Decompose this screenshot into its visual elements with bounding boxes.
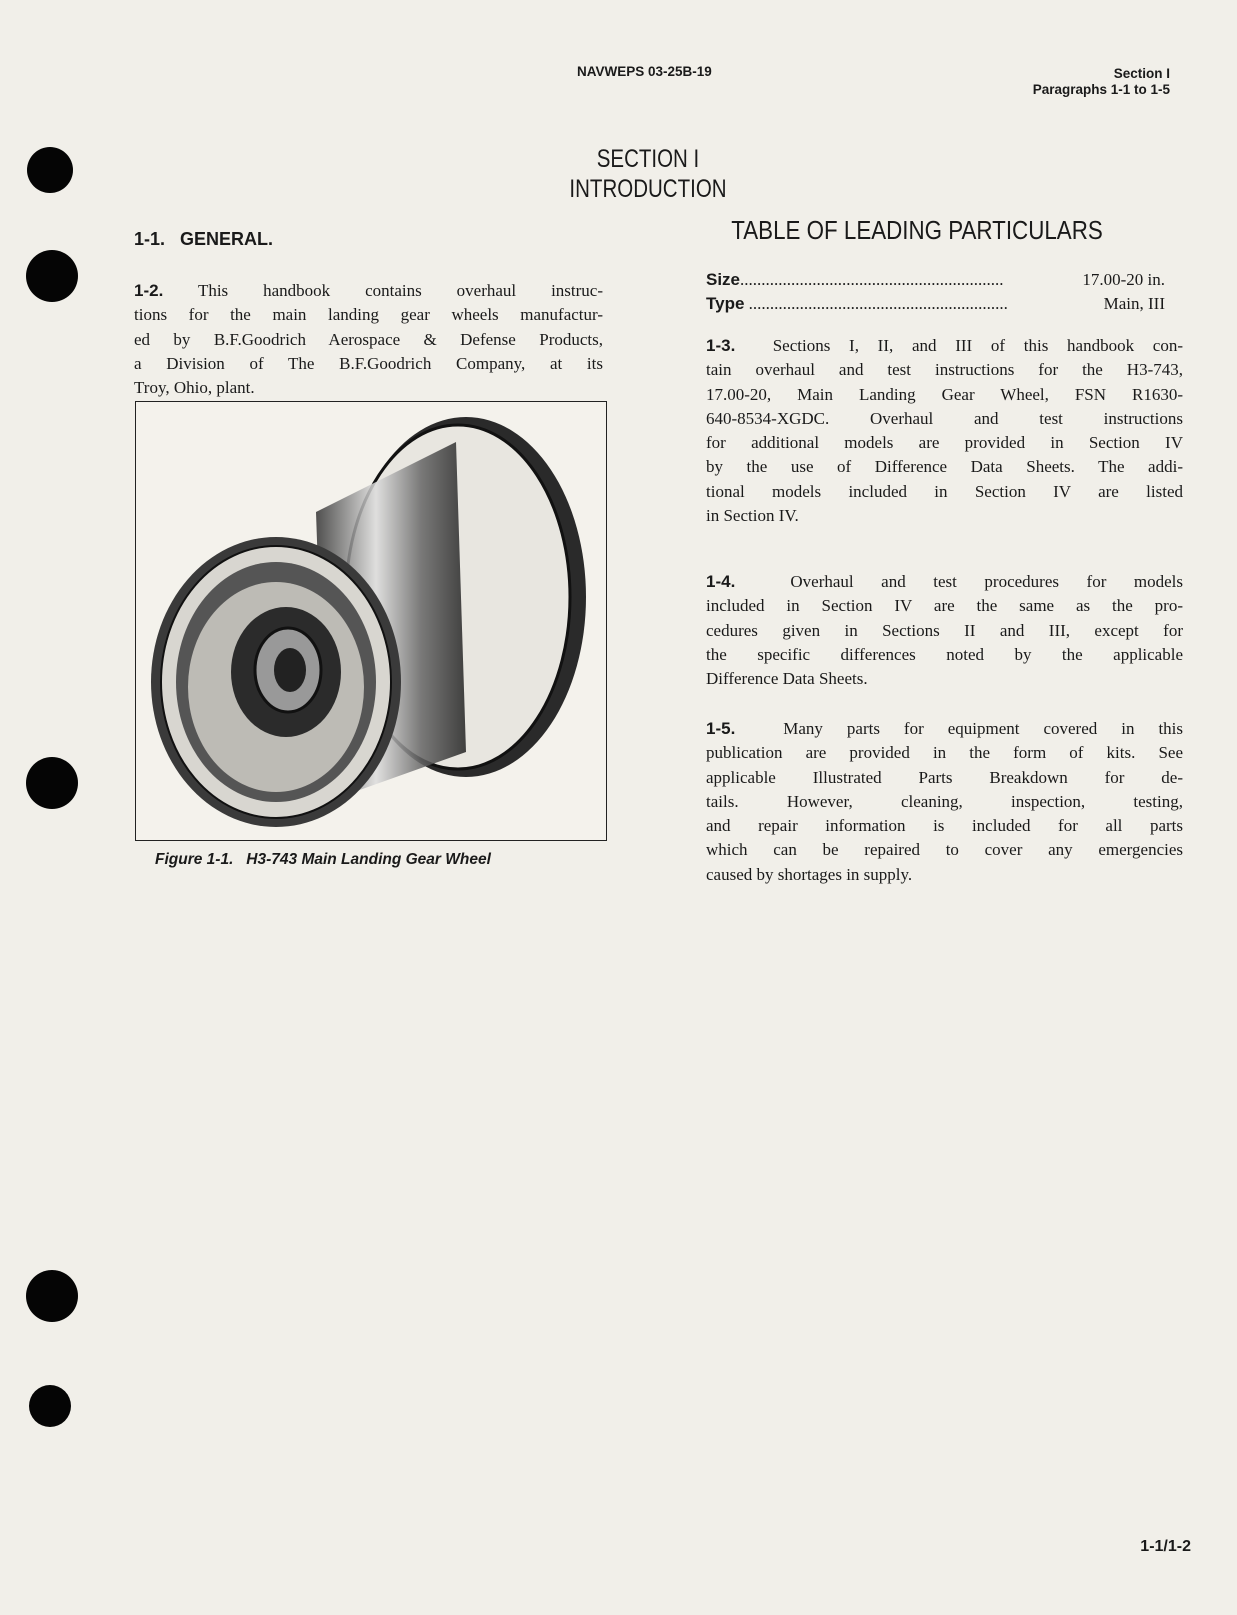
text-line: tions for the main landing gear wheels manufactur-: [134, 305, 603, 325]
section-number: SECTION I: [596, 145, 700, 173]
table-title: TABLE OF LEADING PARTICULARS: [731, 215, 1103, 245]
text-line: which can be repaired to cover any emergencies: [706, 840, 1183, 860]
binder-hole: [26, 1270, 78, 1322]
figure-caption: Figure 1-1. H3-743 Main Landing Gear Wheel: [155, 851, 491, 868]
general-heading: 1-1. GENERAL.: [134, 229, 274, 249]
text-line: Sections I, II, and III of this handbook con-: [772, 336, 1183, 355]
table-row-size: Size .............................................................. 17.00-20 in.: [706, 268, 1165, 292]
text-line: Troy, Ohio, plant.: [134, 378, 255, 398]
text-line: tional models included in Section IV are listed: [706, 481, 1183, 501]
row-value: 17.00-20 in.: [1082, 270, 1165, 289]
text-line: tails. However, cleaning, inspection, testing,: [706, 791, 1183, 811]
paragraph-number: 1-4.: [706, 572, 736, 591]
text-line: Difference Data Sheets.: [706, 669, 868, 689]
binder-hole: [26, 757, 78, 809]
text-line: publication are provided in the form of kits. See: [706, 743, 1183, 763]
landing-gear-wheel-illustration: [136, 402, 606, 840]
text-line: ed by B.F.Goodrich Aerospace & Defense Products,: [134, 329, 603, 349]
text-line: This handbook contains overhaul instruc-: [197, 281, 604, 300]
row-key: Size: [706, 270, 741, 289]
paragraph-number: 1-3.: [706, 336, 736, 355]
paragraph-number: 1-5.: [706, 719, 736, 738]
text-line: and repair information is included for all parts: [706, 816, 1183, 836]
section-name: INTRODUCTION: [569, 175, 727, 203]
row-key: Type: [706, 294, 745, 313]
document-number: NAVWEPS 03-25B-19: [577, 64, 712, 79]
text-line: by the use of Difference Data Sheets. The addi-: [706, 457, 1183, 477]
row-value: Main, III: [1103, 294, 1165, 313]
paragraph-number: 1-2.: [134, 281, 164, 300]
text-line: tain overhaul and test instructions for the H3-743,: [706, 360, 1183, 380]
text-line: 17.00-20, Main Landing Gear Wheel, FSN R1630-: [706, 384, 1183, 404]
binder-hole: [26, 250, 78, 302]
paragraph-1-4: [706, 570, 1183, 691]
leading-particulars-table: [706, 268, 1165, 316]
figure-wheel: [135, 401, 607, 841]
text-line: a Division of The B.F.Goodrich Company, at its: [134, 353, 603, 373]
text-line: for additional models are provided in Section IV: [706, 433, 1183, 453]
paragraph-1-5: [706, 717, 1183, 887]
paragraph-1-3: [706, 334, 1183, 528]
text-line: Overhaul and test procedures for models: [790, 572, 1184, 591]
header-section: Section I: [1113, 66, 1170, 81]
text-line: 640-8534-XGDC. Overhaul and test instructions: [706, 408, 1183, 428]
binder-hole: [29, 1385, 71, 1427]
header-paragraphs: Paragraphs 1-1 to 1-5: [1032, 82, 1170, 97]
text-line: included in Section IV are the same as the pro-: [706, 596, 1183, 616]
table-row-type: Type ............................................................. Main, III: [706, 292, 1165, 316]
text-line: caused by shortages in supply.: [706, 864, 913, 884]
paragraph-1-2: [134, 279, 603, 400]
text-line: cedures given in Sections II and III, except for: [706, 620, 1183, 640]
text-line: applicable Illustrated Parts Breakdown for de-: [706, 767, 1183, 787]
binder-hole: [27, 147, 73, 193]
page-number: 1-1/1-2: [1140, 1538, 1191, 1555]
text-line: in Section IV.: [706, 506, 799, 526]
text-line: the specific differences noted by the applicable: [706, 644, 1183, 664]
text-line: Many parts for equipment covered in this: [783, 719, 1184, 738]
section-title: [541, 144, 754, 204]
